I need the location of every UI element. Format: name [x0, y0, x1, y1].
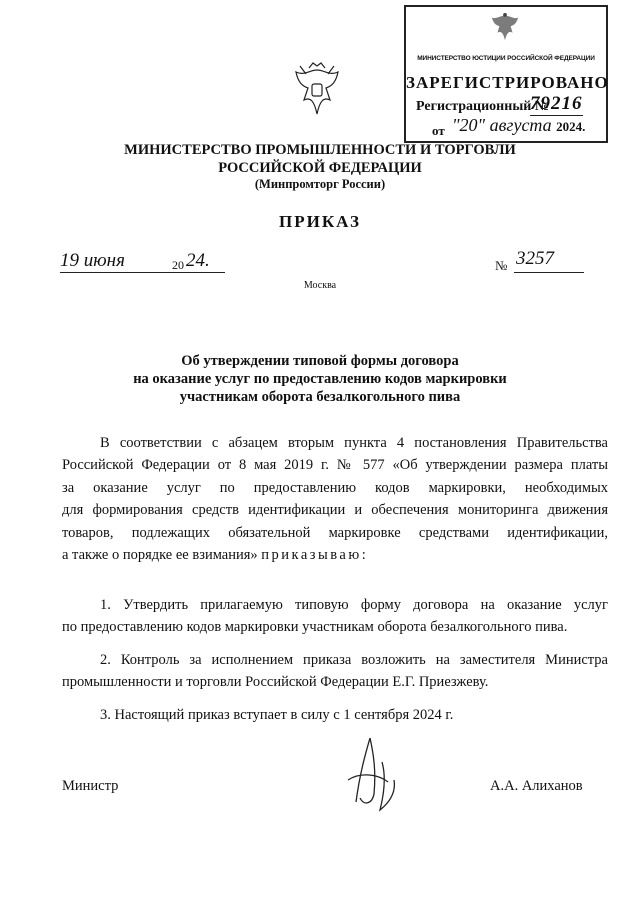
- order-subject: [0, 352, 640, 406]
- item-1-paragraph: [62, 594, 608, 639]
- stamp-date-hand: "20" августа: [452, 115, 552, 135]
- signer-position: Министр: [62, 778, 119, 794]
- item-2-paragraph: [62, 649, 608, 694]
- handwritten-signature: [330, 732, 410, 822]
- paragraph-line: Российской Федерации от 8 мая 2019 г. № 577 «Об утверждении размера платы: [62, 457, 608, 474]
- stamp-date: [452, 115, 585, 136]
- stamp-reg-label: Регистрационный №: [416, 99, 549, 114]
- order-date-handwritten: 19 июня: [60, 250, 125, 271]
- order-number-handwritten: 3257: [516, 248, 554, 269]
- ministry-name-line1: МИНИСТЕРСТВО ПРОМЫШЛЕННОСТИ И ТОРГОВЛИ: [124, 142, 516, 158]
- registration-stamp: [404, 5, 608, 143]
- order-year-prefix: 20: [172, 258, 184, 272]
- signer-name: А.А. Алиханов: [490, 778, 583, 794]
- order-year-handwritten: 24.: [186, 250, 210, 271]
- paragraph-line: промышленности и торговли Российской Федерации Е.Г. Приезжеву.: [62, 674, 489, 691]
- paragraph-line-text: а также о порядке ее взимания»: [62, 547, 258, 564]
- paragraph-line: В соответствии с абзацем вторым пункта 4 постановления Правительства: [100, 435, 608, 451]
- date-underline: [60, 272, 225, 273]
- number-underline: [514, 272, 584, 273]
- subject-line: на оказание услуг по предоставлению кодов маркировки: [133, 371, 507, 387]
- preamble-paragraph: [62, 432, 608, 566]
- coat-of-arms-icon: [286, 60, 348, 122]
- paragraph-line: для формирования средств идентификации и обеспечения мониторинга движения: [62, 502, 608, 519]
- paragraph-line: 1. Утвердить прилагаемую типовую форму договора на оказание услуг: [100, 597, 608, 613]
- stamp-title: ЗАРЕГИСТРИРОВАНО: [406, 73, 609, 92]
- order-number-prefix: №: [495, 258, 508, 273]
- order-city: Москва: [303, 280, 337, 291]
- stamp-date-year: 2024.: [556, 119, 586, 134]
- subject-line: участникам оборота безалкогольного пива: [179, 389, 461, 405]
- ministry-short-name: (Минпромторг России): [254, 177, 386, 191]
- stamp-from-label: от: [432, 123, 445, 138]
- stamp-ministry: МИНИСТЕРСТВО ЮСТИЦИИ РОССИЙСКОЙ ФЕДЕРАЦИИ: [417, 55, 595, 62]
- paragraph-line: за оказание услуг по предоставлению кодов маркировки, необходимых: [62, 479, 608, 496]
- paragraph-line-final: [62, 544, 608, 566]
- paragraph-line: товаров, подлежащих обязательной маркировке средствами идентификации,: [62, 524, 608, 541]
- paragraph-line: по предоставлению кодов маркировки участникам оборота безалкогольного пива.: [62, 619, 568, 636]
- subject-line: Об утверждении типовой формы договора: [181, 353, 459, 369]
- stamp-reg-number: 79216: [530, 93, 583, 114]
- paragraph-line: 2. Контроль за исполнением приказа возложить на заместителя Министра: [100, 652, 608, 668]
- order-verb: приказываю:: [261, 547, 369, 564]
- order-title: ПРИКАЗ: [279, 212, 361, 231]
- ministry-name-line2: РОССИЙСКОЙ ФЕДЕРАЦИИ: [218, 160, 422, 176]
- paragraph-line: 3. Настоящий приказ вступает в силу с 1 сентября 2024 г.: [100, 707, 454, 723]
- stamp-eagle-emblem-icon: [486, 12, 524, 44]
- item-3-paragraph: [62, 704, 608, 726]
